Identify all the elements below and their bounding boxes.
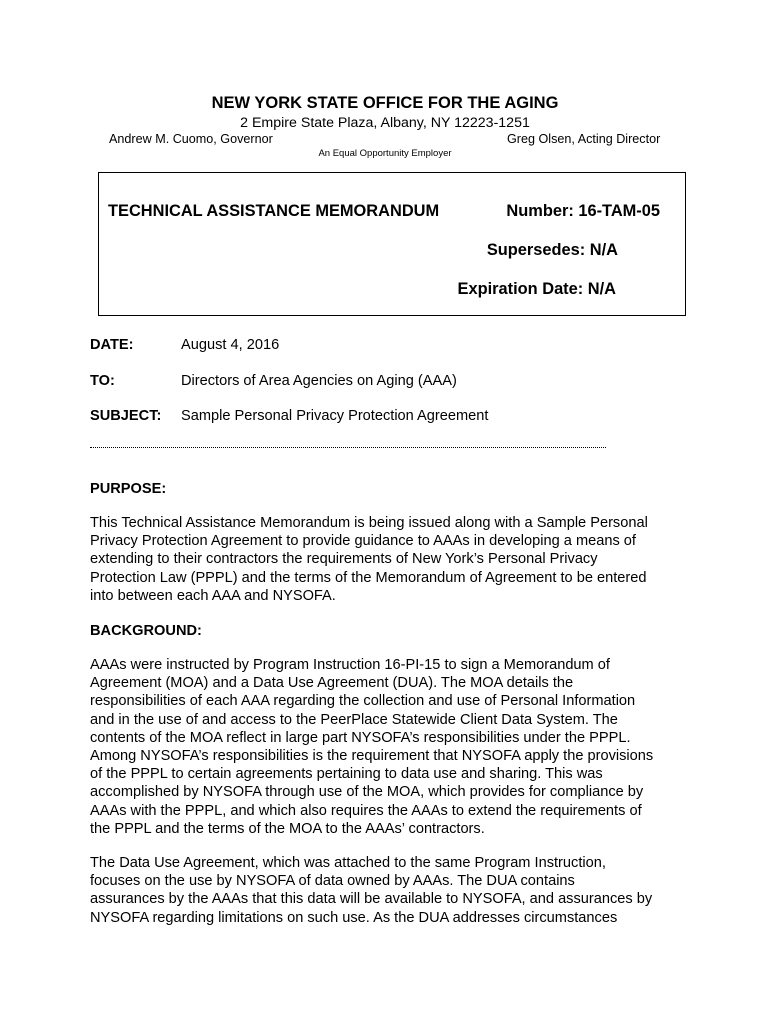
paragraph-line: NYSOFA regarding limitations on such use. As the DUA addresses circumstances xyxy=(90,909,618,926)
paragraph-line: AAAs with the PPPL, and which also requires the AAAs to extend the requirements of xyxy=(90,802,642,819)
paragraph-line: extending to their contractors the requirements of New York’s Personal Privacy xyxy=(90,551,598,568)
to-label: TO: xyxy=(90,373,115,389)
director-name: Greg Olsen, Acting Director xyxy=(507,132,661,146)
paragraph-line: responsibilities of each AAA regarding the collection and use of Personal Information xyxy=(90,693,636,710)
organization-address: 2 Empire State Plaza, Albany, NY 12223-1251 xyxy=(240,115,530,131)
paragraph-line: into between each AAA and NYSOFA. xyxy=(90,587,336,604)
background-heading: BACKGROUND: xyxy=(90,623,202,639)
paragraph-line: Agreement (MOA) and a Data Use Agreement (DUA). The MOA details the xyxy=(90,675,574,692)
paragraph-line: contents of the MOA reflect in large part NYSOFA’s responsibilities under the PPPL. xyxy=(90,729,631,746)
paragraph-line: focuses on the use by NYSOFA of data owned by AAAs. The DUA contains xyxy=(90,873,575,890)
paragraph-line: AAAs were instructed by Program Instruction 16-PI-15 to sign a Memorandum of xyxy=(90,657,610,673)
memo-supersedes: Supersedes: N/A xyxy=(486,241,618,259)
dotted-separator xyxy=(90,447,606,448)
background-paragraph-2 xyxy=(90,854,690,927)
subject-label: SUBJECT: xyxy=(90,408,162,424)
date-label: DATE: xyxy=(90,337,134,353)
paragraph-line: Privacy Protection Agreement to provide guidance to AAAs in developing a means of xyxy=(90,533,636,550)
paragraph-line: accomplished by NYSOFA through use of the MOA, which provides for compliance by xyxy=(90,784,644,801)
paragraph-line: Among NYSOFA’s responsibilities is the requirement that NYSOFA apply the provisions xyxy=(90,748,654,765)
paragraph-line: This Technical Assistance Memorandum is being issued along with a Sample Personal xyxy=(90,515,648,531)
paragraph-line: of the PPPL to certain agreements pertaining to data use and sharing. This was xyxy=(90,766,603,783)
paragraph-line: Protection Law (PPPL) and the terms of the Memorandum of Agreement to be entered xyxy=(90,569,647,586)
purpose-paragraph xyxy=(90,514,690,605)
paragraph-line: the PPPL and the terms of the MOA to the AAAs’ contractors. xyxy=(90,820,485,837)
purpose-heading: PURPOSE: xyxy=(90,481,167,497)
equal-opportunity-note: An Equal Opportunity Employer xyxy=(318,148,452,159)
memo-number: Number: 16-TAM-05 xyxy=(506,202,660,220)
paragraph-line: assurances by the AAAs that this data will be available to NYSOFA, and assurances by xyxy=(90,891,653,908)
organization-title: NEW YORK STATE OFFICE FOR THE AGING xyxy=(211,94,559,112)
memo-expiration: Expiration Date: N/A xyxy=(457,280,616,298)
paragraph-line: and in the use of and access to the PeerPlace Statewide Client Data System. The xyxy=(90,711,618,728)
background-paragraph-1 xyxy=(90,656,690,838)
memo-type: TECHNICAL ASSISTANCE MEMORANDUM xyxy=(108,202,440,220)
to-value: Directors of Area Agencies on Aging (AAA) xyxy=(181,373,457,389)
subject-value: Sample Personal Privacy Protection Agreement xyxy=(181,408,489,424)
governor-name: Andrew M. Cuomo, Governor xyxy=(109,132,273,146)
paragraph-line: The Data Use Agreement, which was attached to the same Program Instruction, xyxy=(90,855,606,871)
date-value: August 4, 2016 xyxy=(181,337,280,353)
